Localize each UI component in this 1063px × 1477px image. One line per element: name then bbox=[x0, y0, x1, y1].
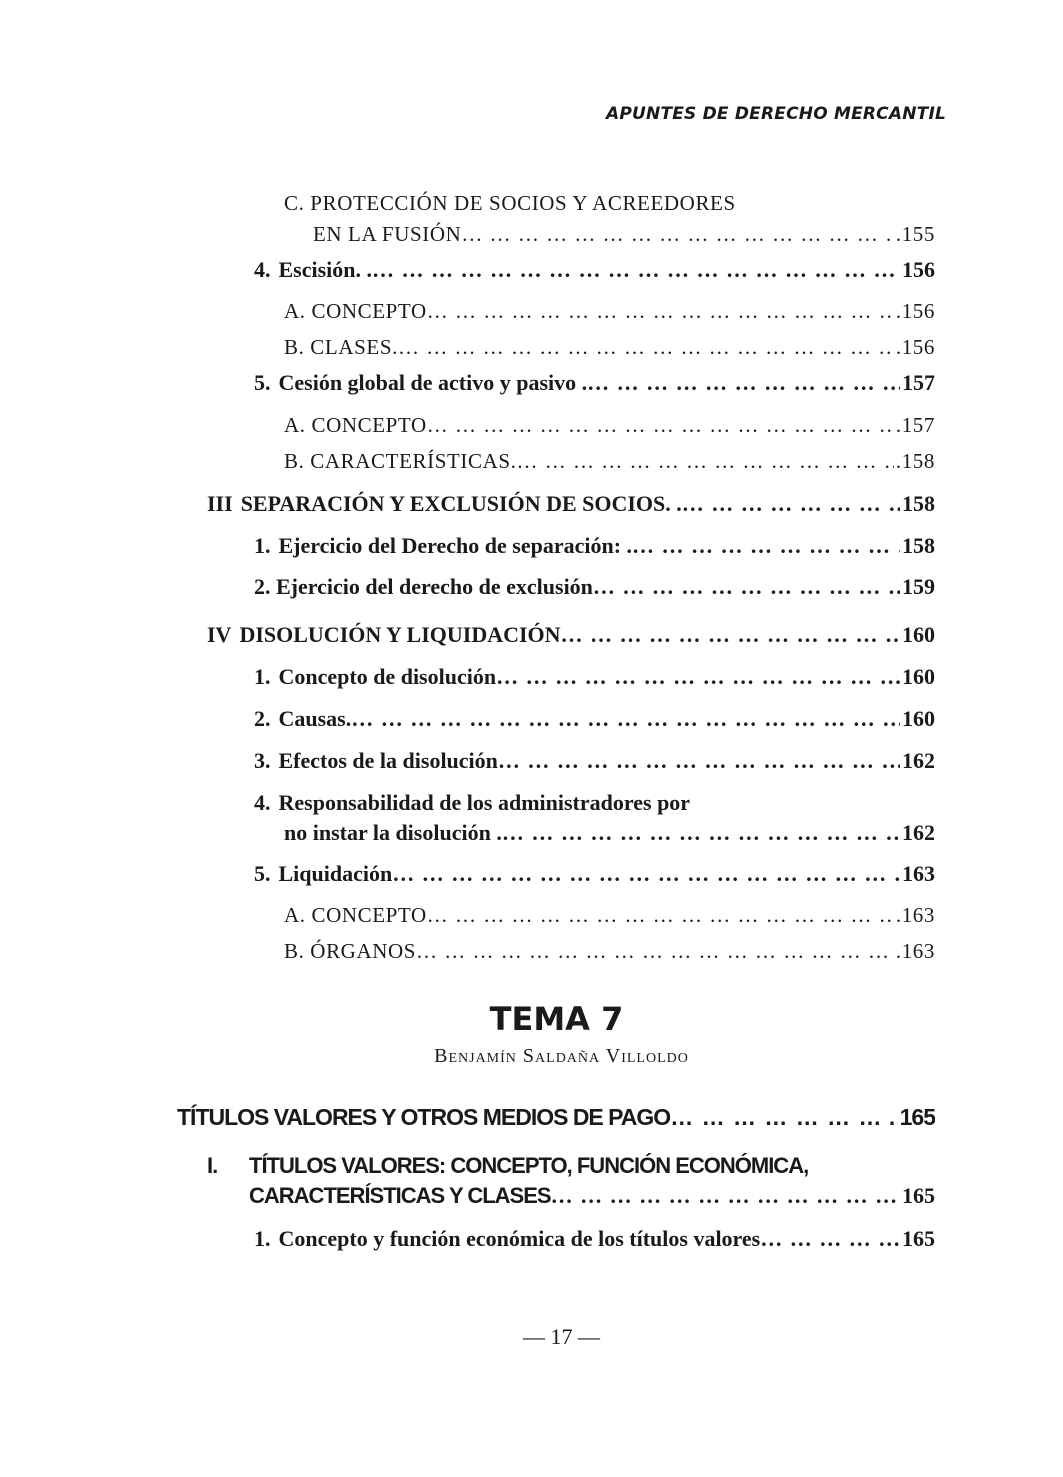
toc-entry-derecho-separacion bbox=[254, 533, 935, 563]
toc-label: SEPARACIÓN Y EXCLUSIÓN DE SOCIOS. . bbox=[240, 491, 682, 516]
toc-entry-separacion-exclusion bbox=[207, 491, 935, 521]
toc-entry-caracteristicas-clases bbox=[249, 1183, 935, 1213]
toc-entry-concepto-disolucion bbox=[254, 664, 935, 694]
page-number: 165 bbox=[902, 1226, 935, 1251]
toc-label: 2. Ejercicio del derecho de exclusión bbox=[254, 574, 593, 599]
page-number: 160 bbox=[902, 622, 935, 647]
toc-entry-titulos-valores-medios-pago bbox=[177, 1104, 935, 1134]
dot-leader bbox=[427, 903, 894, 928]
toc-label: A. CONCEPTO bbox=[284, 299, 427, 323]
toc-number: 1. bbox=[254, 533, 271, 558]
toc-label: B. ÓRGANOS bbox=[284, 939, 417, 963]
toc-number: 5. bbox=[254, 370, 271, 395]
page-number: 162 bbox=[902, 820, 935, 845]
toc-label: A. CONCEPTO bbox=[284, 903, 427, 927]
toc-entry-no-instar-disolucion bbox=[284, 820, 935, 850]
toc-label: Ejercicio del Derecho de separación: . bbox=[278, 533, 633, 558]
toc-entry-titulos-valores-concepto bbox=[207, 1153, 808, 1179]
toc-entry-cesion-concepto bbox=[284, 413, 935, 443]
toc-label: Escisión. . bbox=[278, 257, 373, 282]
toc-label: DISOLUCIÓN Y LIQUIDACIÓN bbox=[239, 622, 561, 647]
dot-leader bbox=[461, 222, 893, 247]
toc-number: 5. bbox=[254, 861, 271, 886]
dot-leader bbox=[392, 861, 900, 887]
toc-entry-causas bbox=[254, 706, 935, 736]
toc-label: Concepto de disolución bbox=[278, 664, 497, 689]
dot-leader bbox=[351, 706, 900, 732]
toc-entry-liquidacion-concepto bbox=[284, 903, 935, 933]
page-number: . 165 bbox=[888, 1104, 935, 1130]
dot-leader bbox=[427, 413, 894, 438]
page-number: .156 bbox=[895, 335, 935, 359]
toc-entry-escision-clases bbox=[284, 335, 935, 365]
dot-leader bbox=[496, 664, 900, 690]
page-number: .163 bbox=[895, 903, 935, 927]
toc-label: Cesión global de activo y pasivo . bbox=[278, 370, 588, 395]
toc-number: IV bbox=[207, 622, 232, 647]
toc-entry-liquidacion-organos bbox=[284, 939, 935, 969]
page-number: 159 bbox=[902, 574, 935, 599]
dot-leader bbox=[561, 622, 900, 648]
page-number: 158 bbox=[902, 491, 935, 516]
page-folio: — 17 — bbox=[523, 1324, 600, 1349]
toc-number: 3. bbox=[254, 748, 271, 773]
page-number: 163 bbox=[902, 861, 935, 886]
dot-leader bbox=[502, 820, 900, 846]
toc-label: Responsabilidad de los administradores por bbox=[278, 790, 691, 815]
toc-entry-escision bbox=[254, 257, 935, 287]
toc-number: I. bbox=[207, 1153, 218, 1178]
toc-number: 4. bbox=[254, 790, 271, 815]
toc-label: Concepto y función económica de los títulos valores bbox=[278, 1226, 761, 1251]
toc-label: CARACTERÍSTICAS Y CLASES bbox=[249, 1183, 551, 1208]
toc-label: Liquidación bbox=[278, 861, 393, 886]
dot-leader bbox=[398, 335, 894, 360]
toc-entry-efectos-disolucion bbox=[254, 748, 935, 778]
toc-number: 1. bbox=[254, 1226, 271, 1251]
page-number: .156 bbox=[895, 299, 935, 323]
page-number: 160 bbox=[902, 706, 935, 731]
toc-entry-liquidacion bbox=[254, 861, 935, 891]
toc-entry-fusion bbox=[313, 222, 935, 252]
toc-entry-disolucion-liquidacion bbox=[207, 622, 935, 652]
dot-leader bbox=[760, 1226, 900, 1252]
dot-leader bbox=[372, 257, 900, 283]
page-number: .163 bbox=[895, 939, 935, 963]
dot-leader bbox=[498, 748, 900, 774]
toc-entry-cesion-caracteristicas bbox=[284, 449, 935, 479]
chapter-author: Benjamín Saldaña Villoldo bbox=[434, 1045, 689, 1067]
toc-label: A. CONCEPTO bbox=[284, 413, 427, 437]
page-number: .158 bbox=[895, 449, 935, 473]
toc-label: Causas. bbox=[278, 706, 352, 731]
dot-leader bbox=[632, 533, 900, 559]
page-number: 157 bbox=[902, 370, 935, 395]
toc-entry-cesion-global bbox=[254, 370, 935, 400]
toc-number: 4. bbox=[254, 257, 271, 282]
page-number: .157 bbox=[895, 413, 935, 437]
toc-label: TÍTULOS VALORES: CONCEPTO, FUNCIÓN ECONÓMICA, bbox=[249, 1153, 809, 1178]
toc-entry-proteccion-socios: C. PROTECCIÓN DE SOCIOS Y ACREEDORES bbox=[284, 191, 736, 215]
page-number: .155 bbox=[895, 222, 935, 246]
toc-entry-derecho-exclusion bbox=[254, 574, 935, 604]
toc-entry-responsabilidad-administradores bbox=[254, 790, 690, 816]
toc-label: no instar la disolución . bbox=[284, 820, 502, 845]
toc-label: EN LA FUSIÓN bbox=[313, 222, 462, 246]
page-number: 160 bbox=[902, 664, 935, 689]
dot-leader bbox=[593, 574, 900, 600]
dot-leader bbox=[427, 299, 894, 324]
dot-leader bbox=[587, 370, 900, 396]
chapter-title: TEMA 7 bbox=[489, 1000, 624, 1038]
running-header: APUNTES DE DERECHO MERCANTIL bbox=[606, 104, 946, 124]
toc-number: III bbox=[207, 491, 233, 516]
toc-label: B. CARACTERÍSTICAS. bbox=[284, 449, 517, 473]
page-number: 158 bbox=[902, 533, 935, 558]
toc-number: 2. bbox=[254, 706, 271, 731]
page-number: 165 bbox=[902, 1183, 935, 1208]
dot-leader bbox=[416, 939, 894, 964]
dot-leader bbox=[670, 1104, 887, 1131]
toc-entry-concepto-funcion-economica bbox=[254, 1226, 935, 1256]
toc-label: Efectos de la disolución bbox=[278, 748, 498, 773]
page-number: 162 bbox=[902, 748, 935, 773]
toc-label: B. CLASES. bbox=[284, 335, 398, 359]
dot-leader bbox=[517, 449, 894, 474]
toc-label: TÍTULOS VALORES Y OTROS MEDIOS DE PAGO bbox=[177, 1104, 671, 1130]
toc-entry-escision-concepto bbox=[284, 299, 935, 329]
page-number: 156 bbox=[902, 257, 935, 282]
dot-leader bbox=[682, 491, 900, 517]
toc-number: 1. bbox=[254, 664, 271, 689]
dot-leader bbox=[551, 1183, 900, 1209]
